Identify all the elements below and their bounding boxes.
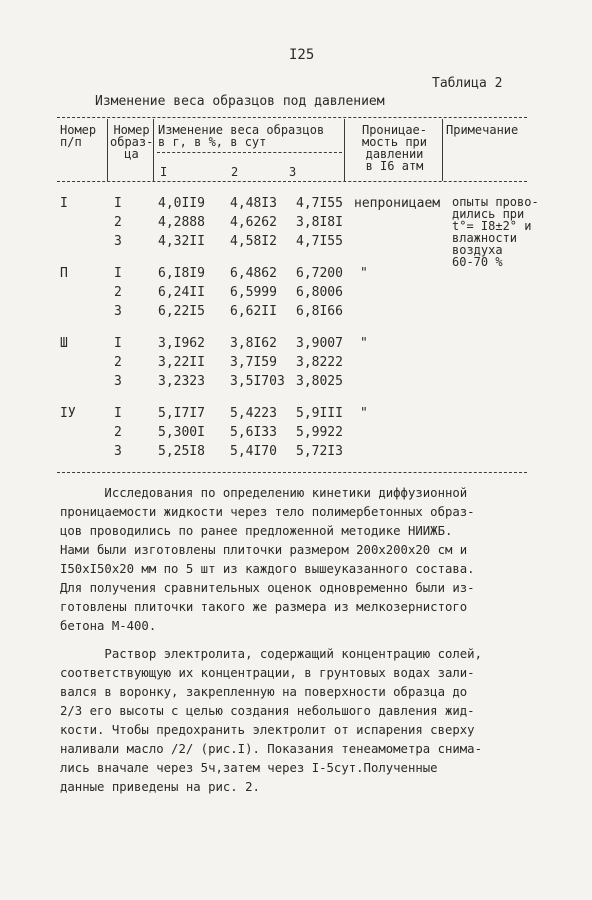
group-number: I (60, 196, 68, 211)
value-day-3: 3,8222 (296, 355, 343, 370)
value-day-1: 5,25I8 (158, 444, 205, 459)
value-day-2: 5,6I33 (230, 425, 277, 440)
value-day-1: 3,22II (158, 355, 205, 370)
value-day-2: 4,48I3 (230, 196, 277, 211)
value-day-1: 4,0II9 (158, 196, 205, 211)
value-day-3: 3,8025 (296, 374, 343, 389)
subheader-day-3: 3 (289, 165, 297, 179)
sample-number: I (114, 266, 122, 281)
sample-number: I (114, 406, 122, 421)
column-divider (442, 119, 443, 181)
value-day-1: 6,22I5 (158, 304, 205, 319)
value-day-1: 5,300I (158, 425, 205, 440)
subheader-rule (157, 152, 342, 153)
table-label: Таблица 2 (432, 76, 503, 91)
sample-number: 3 (114, 444, 122, 459)
table-header-rule (57, 181, 527, 182)
value-day-1: 6,24II (158, 285, 205, 300)
value-day-2: 5,4I70 (230, 444, 277, 459)
subheader-day-1: I (160, 165, 168, 179)
header-permeability: Проницае- мость при давлении в I6 атм (361, 123, 428, 173)
sample-number: I (114, 196, 122, 211)
permeability-value: " (360, 336, 368, 351)
permeability-value: непроницаем (354, 196, 441, 211)
table-bottom-rule (57, 472, 527, 473)
value-day-1: 5,I7I7 (158, 406, 205, 421)
value-day-1: 3,I962 (158, 336, 205, 351)
value-day-3: 4,7I55 (296, 234, 343, 249)
value-day-2: 4,6262 (230, 215, 277, 230)
value-day-1: 4,2888 (158, 215, 205, 230)
value-day-2: 4,58I2 (230, 234, 277, 249)
permeability-value: " (360, 266, 368, 281)
value-day-2: 6,5999 (230, 285, 277, 300)
body-paragraph: Исследования по определению кинетики диффузионной проницаемости жидкости через тело полимербетонных образ- цов проводились по ранее предложенной методике НИИЖБ. Нами были изготовлены плиточки размером 200х200х20 см и I50хI50х20 мм по 5 шт из каждого вышеуказанного состава. Для получения сравнительных оценок одновременно были из- готовлены плиточки такого же размера из мелкозернистого бетона М-400. (60, 486, 475, 633)
column-divider (344, 119, 345, 181)
value-day-1: 4,32II (158, 234, 205, 249)
value-day-2: 3,7I59 (230, 355, 277, 370)
header-row-number: Номер п/п (60, 123, 97, 149)
value-day-1: 3,2323 (158, 374, 205, 389)
header-sample-number: Номер образ- ца (110, 123, 154, 161)
table-title: Изменение веса образцов под давлением (95, 94, 385, 109)
table-top-rule (57, 117, 527, 118)
value-day-3: 5,72I3 (296, 444, 343, 459)
sample-number: 2 (114, 355, 122, 370)
sample-number: 2 (114, 215, 122, 230)
value-day-2: 3,8I62 (230, 336, 277, 351)
value-day-3: 4,7I55 (296, 196, 343, 211)
subheader-day-2: 2 (231, 165, 239, 179)
column-divider (153, 119, 154, 181)
value-day-3: 5,9III (296, 406, 343, 421)
sample-number: 3 (114, 234, 122, 249)
value-day-2: 5,4223 (230, 406, 277, 421)
value-day-2: 6,4862 (230, 266, 277, 281)
value-day-3: 6,8006 (296, 285, 343, 300)
group-number: П (60, 266, 68, 281)
value-day-3: 5,9922 (296, 425, 343, 440)
sample-number: I (114, 336, 122, 351)
sample-number: 3 (114, 304, 122, 319)
header-weight-change: Изменение веса образцов в г, в %, в сут (158, 123, 325, 149)
permeability-value: " (360, 406, 368, 421)
column-divider (107, 119, 108, 181)
sample-number: 3 (114, 374, 122, 389)
value-day-3: 3,8I8I (296, 215, 343, 230)
value-day-3: 6,7200 (296, 266, 343, 281)
group-number: Ш (60, 336, 68, 351)
body-paragraph: Раствор электролита, содержащий концентрацию солей, соответствующую их концентрации, в грунтовых водах зали- вался в воронку, закрепленную на поверхности образца до 2/3 его высоты с целью создания небольшого давления жид- кости. Чтобы предохранить электролит от испарения сверху наливали масло /2/ (рис.I). Показания тенеамометра снима- лись вначале через 5ч,затем через I-5сут.Полученные данные приведены на рис. 2. (60, 647, 482, 794)
sample-number: 2 (114, 425, 122, 440)
group-number: IУ (60, 406, 76, 421)
value-day-2: 6,62II (230, 304, 277, 319)
header-notes: Примечание (446, 123, 519, 137)
page-number: I25 (289, 47, 315, 63)
value-day-3: 6,8I66 (296, 304, 343, 319)
value-day-1: 6,I8I9 (158, 266, 205, 281)
note-text: опыты прово- дились при t°= I8±2° и влажности воздуха 60-70 % (452, 195, 539, 269)
sample-number: 2 (114, 285, 122, 300)
value-day-3: 3,9007 (296, 336, 343, 351)
value-day-2: 3,5I703 (230, 374, 285, 389)
